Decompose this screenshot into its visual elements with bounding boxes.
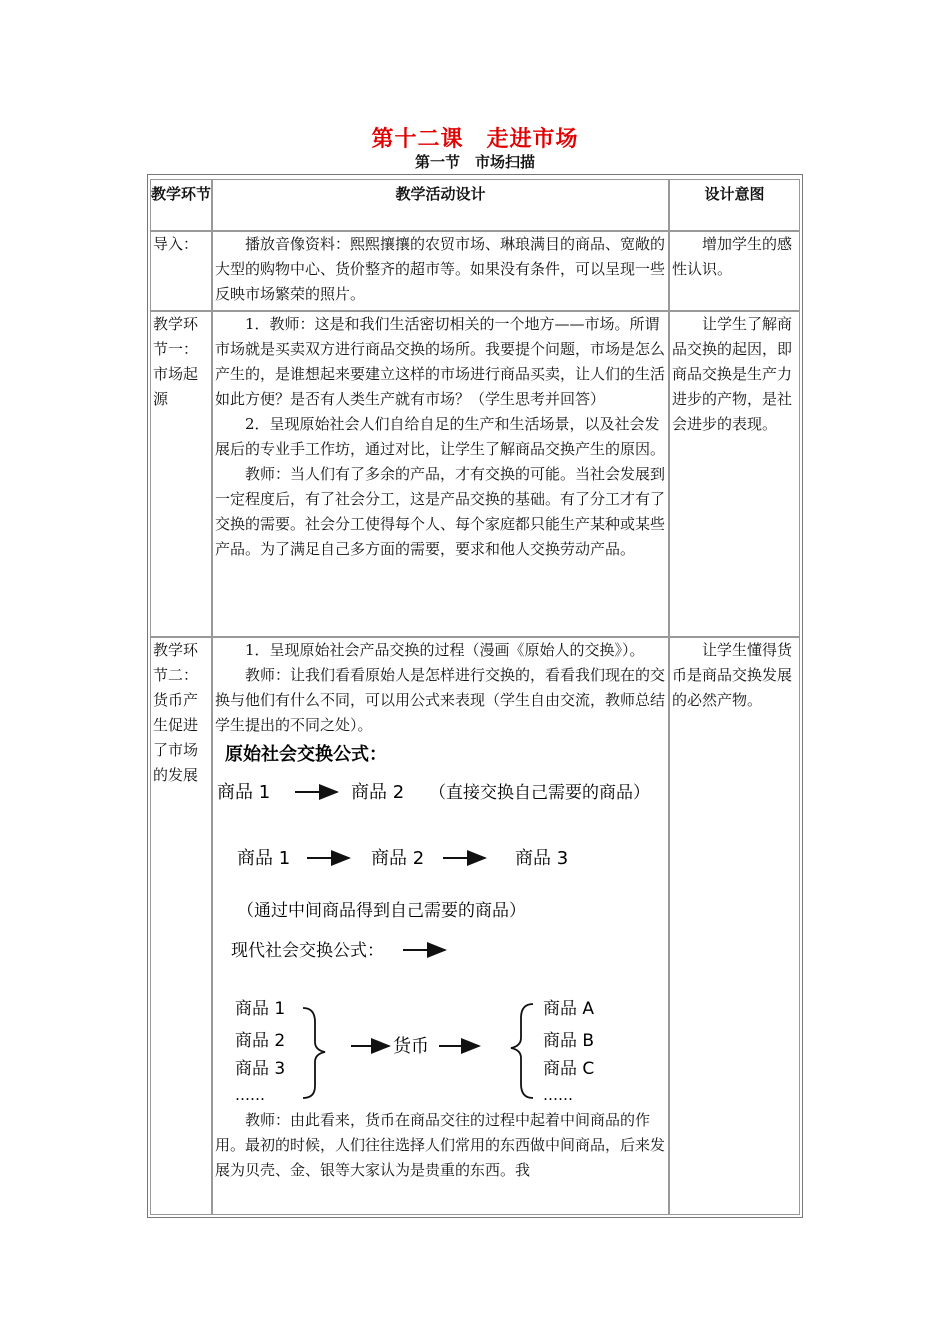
row3-activity-after: 教师：由此看来，货币在商品交往的过程中起着中间商品的作用。最初的时候，人们往往选择人们常用的东西做中间商品，后来发展为贝壳、金、银等大家认为是贵重的东西。我	[215, 1111, 666, 1179]
f2-item-a: 商品 1	[237, 848, 291, 869]
header-activity	[212, 179, 669, 231]
money-label: 货币	[393, 1036, 429, 1057]
f2-item-c: 商品 3	[515, 848, 569, 869]
row3-section	[150, 637, 212, 1215]
row2-activity	[212, 311, 669, 637]
left-item-3: 商品 3	[235, 1059, 286, 1079]
header-section	[150, 179, 212, 231]
header-activity-label: 教学活动设计	[395, 185, 486, 203]
right-item-c: 商品 C	[543, 1059, 595, 1079]
left-item-2: 商品 2	[235, 1031, 286, 1051]
f1-note: （直接交换自己需要的商品）	[429, 783, 650, 803]
row2-activity-p3: 教师：当人们有了多余的产品，才有交换的可能。当社会发展到一定程度后，有了社会分工，这是产品交换的基础。有了分工才有了交换的需要。社会分工使得每个人、每个家庭都只能生产某种或某些产品。为了满足自己多方面的需要，要求和他人交换劳动产品。	[215, 465, 666, 558]
header-intent-label: 设计意图	[704, 185, 765, 203]
right-item-b: 商品 B	[543, 1031, 595, 1051]
row3-activity-p1: 1．呈现原始社会产品交换的过程（漫画《原始人的交换》）。	[245, 641, 645, 659]
left-brace	[303, 1008, 325, 1098]
lesson-title: 第十二课 走进市场	[371, 127, 579, 152]
row2-intent	[669, 311, 800, 637]
row3-activity-p2: 教师：让我们看看原始人是怎样进行交换的，看看我们现在的交换与他们有什么不同，可以用公式来表现（学生自由交流，教师总结学生提出的不同之处）。	[215, 666, 666, 734]
row2-activity-p2: 2．呈现原始社会人们自给自足的生产和生活场景，以及社会发展后的专业手工作坊，通过对比，让学生了解商品交换产生的原因。	[215, 415, 666, 458]
row3-intent-text: 让学生懂得货币是商品交换发展的必然产物。	[672, 641, 793, 709]
row2-activity-p1: 1．教师：这是和我们生活密切相关的一个地方——市场。所谓市场就是买卖双方进行商品交换的场所。我要提个问题，市场是怎么产生的，是谁想起来要建立这样的市场进行商品买卖，让人们的生活如此方便？是否有人类生产就有市场？（学生思考并回答）	[215, 315, 666, 408]
left-item-1: 商品 1	[235, 999, 286, 1019]
modern-formula-title: 现代社会交换公式：	[231, 941, 384, 961]
header-intent	[669, 179, 800, 231]
lesson-plan-table	[147, 174, 803, 1218]
row1-activity-p1: 播放音像资料：熙熙攘攘的农贸市场、琳琅满目的商品、宽敞的大型的购物中心、货价整齐的超市等。如果没有条件，可以呈现一些反映市场繁荣的照片。	[215, 235, 666, 303]
row2-intent-text: 让学生了解商品交换的起因，即商品交换是生产力进步的产物，是社会进步的表现。	[672, 315, 793, 433]
right-item-ellipsis: ……	[543, 1086, 573, 1104]
row1-intent-text: 增加学生的感性认识。	[672, 235, 793, 278]
primitive-formula-title: 原始社会交换公式：	[225, 744, 387, 765]
row2-section	[150, 311, 212, 637]
right-item-a: 商品 A	[543, 999, 595, 1019]
row3-intent	[669, 637, 800, 1215]
row3-section-text: 教学环节二：货币产生促进了市场的发展	[153, 641, 199, 784]
row1-section-text: 导入：	[153, 235, 199, 253]
f1-item-a: 商品 1	[217, 782, 271, 803]
right-brace	[511, 1004, 533, 1098]
row1-activity	[212, 231, 669, 311]
f2-note: （通过中间商品得到自己需要的商品）	[237, 901, 526, 921]
left-item-ellipsis: ……	[235, 1086, 265, 1104]
f1-item-b: 商品 2	[351, 782, 405, 803]
exchange-formula-diagram	[215, 742, 667, 1108]
section-subtitle: 第一节 市场扫描	[414, 153, 535, 171]
f2-item-b: 商品 2	[371, 848, 425, 869]
header-section-label: 教学环节	[151, 185, 212, 203]
row1-intent	[669, 231, 800, 311]
row2-section-text: 教学环节一：市场起源	[153, 315, 199, 408]
row3-activity	[212, 637, 669, 1215]
row1-section	[150, 231, 212, 311]
